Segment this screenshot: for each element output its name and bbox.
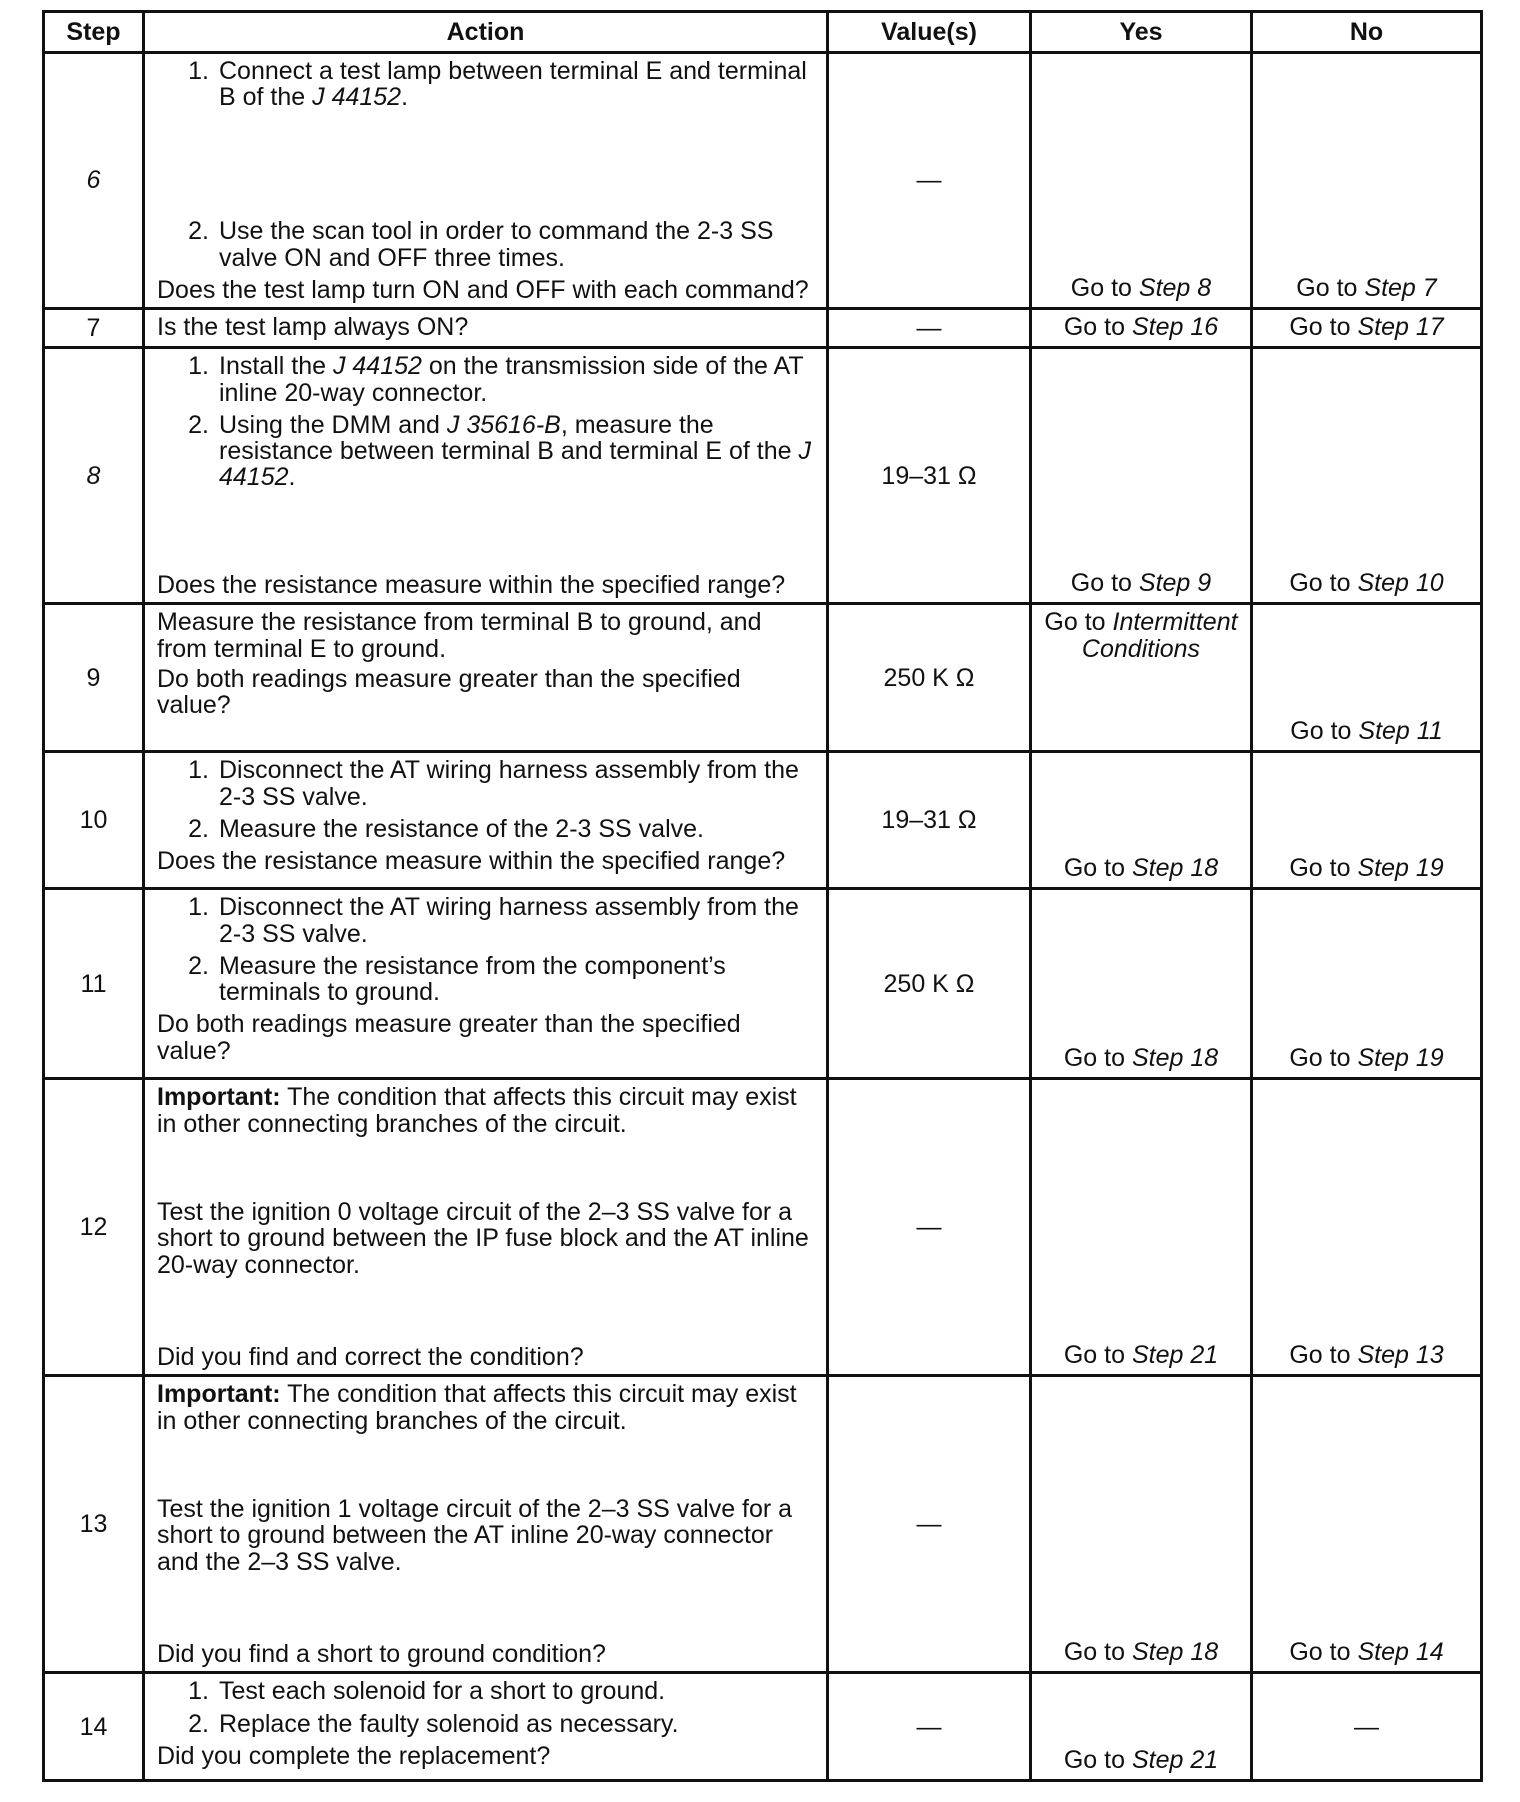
step-link: Step 21: [1131, 1341, 1219, 1369]
table-row: [44, 1079, 1482, 1376]
table-row: [44, 604, 1482, 752]
no-cell: Go to Step 10: [1252, 348, 1482, 604]
step-number: 13: [44, 1376, 144, 1673]
no-cell: Go to Step 17: [1252, 309, 1482, 348]
action-cell: [144, 1673, 828, 1781]
header-yes: Yes: [1031, 12, 1252, 53]
no-cell: —: [1252, 1673, 1482, 1781]
step-number: 10: [44, 752, 144, 889]
no-cell: Go to Step 19: [1252, 752, 1482, 889]
list-number: 1.: [188, 57, 209, 85]
table-row: [44, 1376, 1482, 1673]
no-cell: Go to Step 7: [1252, 53, 1482, 309]
value-cell: —: [828, 1673, 1031, 1781]
step-link: Step 19: [1357, 854, 1444, 882]
question-text: Do both readings measure greater than the specified value?: [157, 664, 741, 719]
no-cell: Go to Step 11: [1252, 604, 1482, 752]
value-cell: —: [828, 1376, 1031, 1673]
list-number: 1.: [188, 1677, 209, 1706]
yes-cell: Go to Step 21: [1031, 1079, 1252, 1376]
intermittent-conditions-link: Intermittent Conditions: [1081, 608, 1238, 663]
yes-cell: Go to Step 18: [1031, 752, 1252, 889]
value-cell: —: [828, 1079, 1031, 1376]
table-row: [44, 309, 1482, 348]
yes-cell: Go to Step 8: [1031, 53, 1252, 309]
step-number: 14: [44, 1673, 144, 1781]
action-text: Test the ignition 1 voltage circuit of the 2–3 SS valve for a short to ground between the AT inline 20-way connector and the 2–3 SS valve.: [157, 1495, 793, 1576]
list-number: 1.: [188, 893, 209, 922]
step-number: 7: [44, 309, 144, 348]
important-note: The condition that affects this circuit may exist in other connecting branches of the circuit.: [157, 1083, 797, 1138]
action-text: Use the scan tool in order to command the 2-3 SS valve ON and OFF three times.: [219, 217, 774, 272]
value-cell: 250 K Ω: [828, 604, 1031, 752]
action-cell: [144, 752, 828, 889]
value-cell: —: [828, 309, 1031, 348]
step-link: Step 9: [1138, 569, 1212, 597]
important-label: Important:: [157, 1083, 281, 1112]
question-text: Do both readings measure greater than the specified value?: [157, 1010, 741, 1065]
list-number: 1.: [188, 756, 209, 785]
action-cell: [144, 1376, 828, 1673]
action-text: Test the ignition 0 voltage circuit of the 2–3 SS valve for a short to ground between the IP fuse block and the AT inline 20-way connector.: [157, 1198, 809, 1279]
question-text: Did you complete the replacement?: [157, 1741, 551, 1770]
action-text: Test each solenoid for a short to ground.: [219, 1677, 666, 1706]
header-row: [44, 12, 1482, 53]
step-number: 12: [44, 1079, 144, 1376]
action-cell: 1. Install the J 44152 on the transmission side of the AT inline 20-way connector. 2. Using the DMM and J 35616-B, measure the resistance between terminal B and terminal E of the J 44152. Does the resistance measure within the specified range?: [144, 348, 828, 604]
step-link: Step 13: [1357, 1341, 1444, 1369]
header-no: No: [1252, 12, 1482, 53]
action-cell: [144, 604, 828, 752]
question-text: Did you find and correct the condition?: [157, 1343, 584, 1371]
value-cell: 19–31 Ω: [828, 752, 1031, 889]
action-text: Measure the resistance of the 2-3 SS valve.: [219, 814, 704, 843]
step-link: Step 18: [1131, 1044, 1219, 1072]
question-text: Did you find a short to ground condition?: [157, 1640, 606, 1668]
important-note: The condition that affects this circuit may exist in other connecting branches of the circuit.: [157, 1380, 797, 1435]
no-cell: Go to Step 19: [1252, 889, 1482, 1079]
no-cell: Go to Step 14: [1252, 1376, 1482, 1673]
header-step: Step: [44, 12, 144, 53]
yes-cell: Go to Step 21: [1031, 1673, 1252, 1781]
tool-reference: J 44152: [219, 437, 811, 492]
tool-reference: J 35616-B: [446, 410, 561, 439]
step-number: 11: [44, 889, 144, 1079]
list-number: 2.: [188, 410, 209, 439]
step-link: Step 19: [1357, 1044, 1444, 1072]
step-link: Step 16: [1131, 313, 1219, 341]
table-row: [44, 752, 1482, 889]
list-number: 1.: [188, 352, 209, 381]
action-text: Disconnect the AT wiring harness assembly from the 2-3 SS valve.: [219, 756, 799, 811]
step-link: Step 7: [1364, 273, 1437, 302]
important-label: Important:: [157, 1380, 281, 1409]
list-number: 2.: [188, 217, 209, 246]
list-number: 2.: [188, 951, 209, 980]
no-cell: Go to Step 13: [1252, 1079, 1482, 1376]
yes-cell: Go to Step 16: [1031, 309, 1252, 348]
action-cell: 1. Connect a test lamp between terminal E and terminal B of the J 44152. 2. Use the scan tool in order to command the 2-3 SS valve ON and OFF three times. Does the test lamp turn ON and OFF with each command?: [144, 53, 828, 309]
tool-reference: J 44152: [312, 83, 402, 112]
value-cell: 250 K Ω: [828, 889, 1031, 1079]
table-row: [44, 348, 1482, 604]
action-text: Measure the resistance from the component’s terminals to ground.: [219, 951, 726, 1006]
step-link: Step 18: [1131, 854, 1219, 882]
header-action: Action: [144, 12, 828, 53]
question-text: Does the resistance measure within the specified range?: [157, 847, 786, 875]
action-text: Disconnect the AT wiring harness assembly from the 2-3 SS valve.: [219, 893, 799, 948]
yes-cell: Go to Intermittent Conditions: [1031, 604, 1252, 752]
header-values: Value(s): [828, 12, 1031, 53]
table-row: [44, 1673, 1482, 1781]
step-link: Step 10: [1357, 569, 1444, 597]
question-text: Does the resistance measure within the specified range?: [157, 571, 786, 599]
step-link: Step 21: [1131, 1746, 1219, 1774]
step-number: 6: [44, 53, 144, 309]
step-link: Step 17: [1357, 313, 1444, 341]
step-link: Step 8: [1138, 273, 1212, 302]
step-link: Step 18: [1131, 1638, 1219, 1666]
step-number: 8: [44, 348, 144, 604]
table-row: [44, 889, 1482, 1079]
action-text: Connect a test lamp between terminal E and terminal B of the: [219, 57, 807, 112]
list-number: 2.: [188, 1709, 209, 1738]
yes-cell: Go to Step 18: [1031, 889, 1252, 1079]
value-cell: —: [828, 53, 1031, 309]
table-row: [44, 53, 1482, 309]
tool-reference: J 44152: [332, 352, 422, 381]
action-cell: [144, 1079, 828, 1376]
question-text: Is the test lamp always ON?: [144, 309, 828, 348]
action-cell: [144, 889, 828, 1079]
question-text: Does the test lamp turn ON and OFF with each command?: [157, 275, 809, 304]
step-link: Step 11: [1358, 717, 1443, 745]
list-number: 2.: [188, 814, 209, 843]
yes-cell: Go to Step 9: [1031, 348, 1252, 604]
yes-cell: Go to Step 18: [1031, 1376, 1252, 1673]
action-text: Replace the faulty solenoid as necessary.: [219, 1709, 679, 1738]
step-number: 9: [44, 604, 144, 752]
value-cell: 19–31 Ω: [828, 348, 1031, 604]
diagnostic-table: [42, 10, 1483, 1782]
step-link: Step 14: [1357, 1638, 1444, 1666]
action-text: Measure the resistance from terminal B to ground, and from terminal E to ground.: [157, 608, 762, 663]
